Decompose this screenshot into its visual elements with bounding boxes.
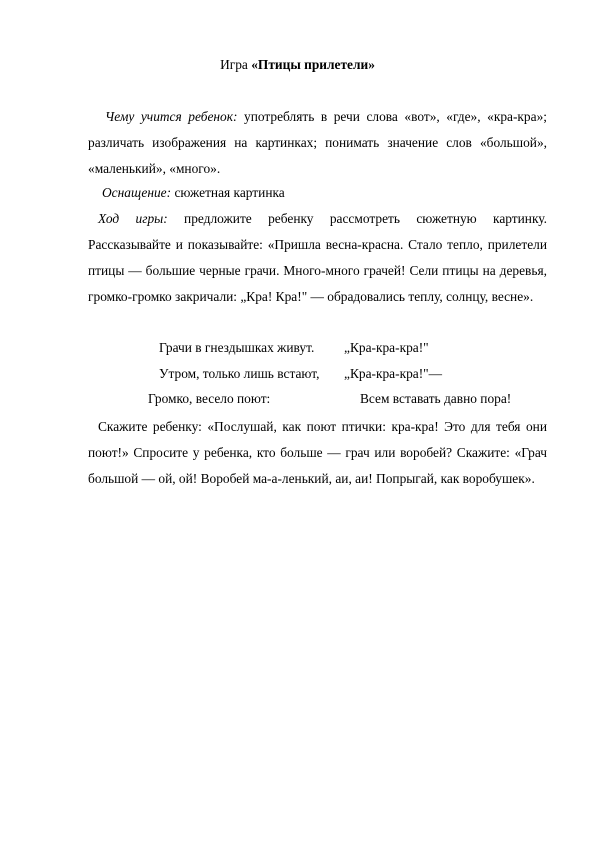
game-title (0, 57, 595, 73)
poem-line-2-left: Утром, только лишь встают, (159, 366, 320, 381)
procedure-paragraph (88, 206, 547, 310)
goal-label: Чему учится ребенок: (105, 109, 238, 124)
equipment-label: Оснащение: (102, 185, 172, 200)
poem-line-3-right: Всем вставать давно пора! (360, 391, 512, 406)
equipment-paragraph (88, 180, 547, 206)
title-prefix: Игра (220, 57, 252, 72)
goal-text: употреблять в речи слова «вот», «где», «кра-кра»; различать изображения на картинках; понимать значение слов «большой», «маленький», «много». (88, 109, 547, 176)
equipment-text: сюжетная картинка (171, 185, 285, 200)
poem-line-2-right: „Кра-кра-кра!"— (344, 366, 443, 381)
poem-line-3-left: Громко, весело поют: (148, 391, 271, 406)
poem-line-1-right: „Кра-кра-кра!" (344, 340, 429, 355)
closing-paragraph: Скажите ребенку: «Послушай, как поют птички: кра-кра! Это для тебя они поют!» Спросите у ребенка, кто больше — грач или воробей? Скажите: «Грач большой — ой, ой! Воробей ма-а-ленький, аи, аи! Попрыгай, как воробушек». (88, 419, 547, 486)
procedure-label: Ход игры: (98, 211, 168, 226)
title-name: «Птицы прилетели» (251, 57, 375, 72)
poem-line-1-left: Грачи в гнездышках живут. (159, 340, 315, 355)
goal-paragraph (88, 104, 547, 182)
procedure-text: предложите ребенку рассмотреть сюжетную картинку. Рассказывайте и показывайте: «Пришла весна-красна. Стало тепло, прилетели птицы — большие черные грачи. Много-много грачей! Сели птицы на деревья, громко-громко закричали: „Кра! Кра!" — обрадовались теплу, солнцу, весне». (88, 211, 547, 304)
